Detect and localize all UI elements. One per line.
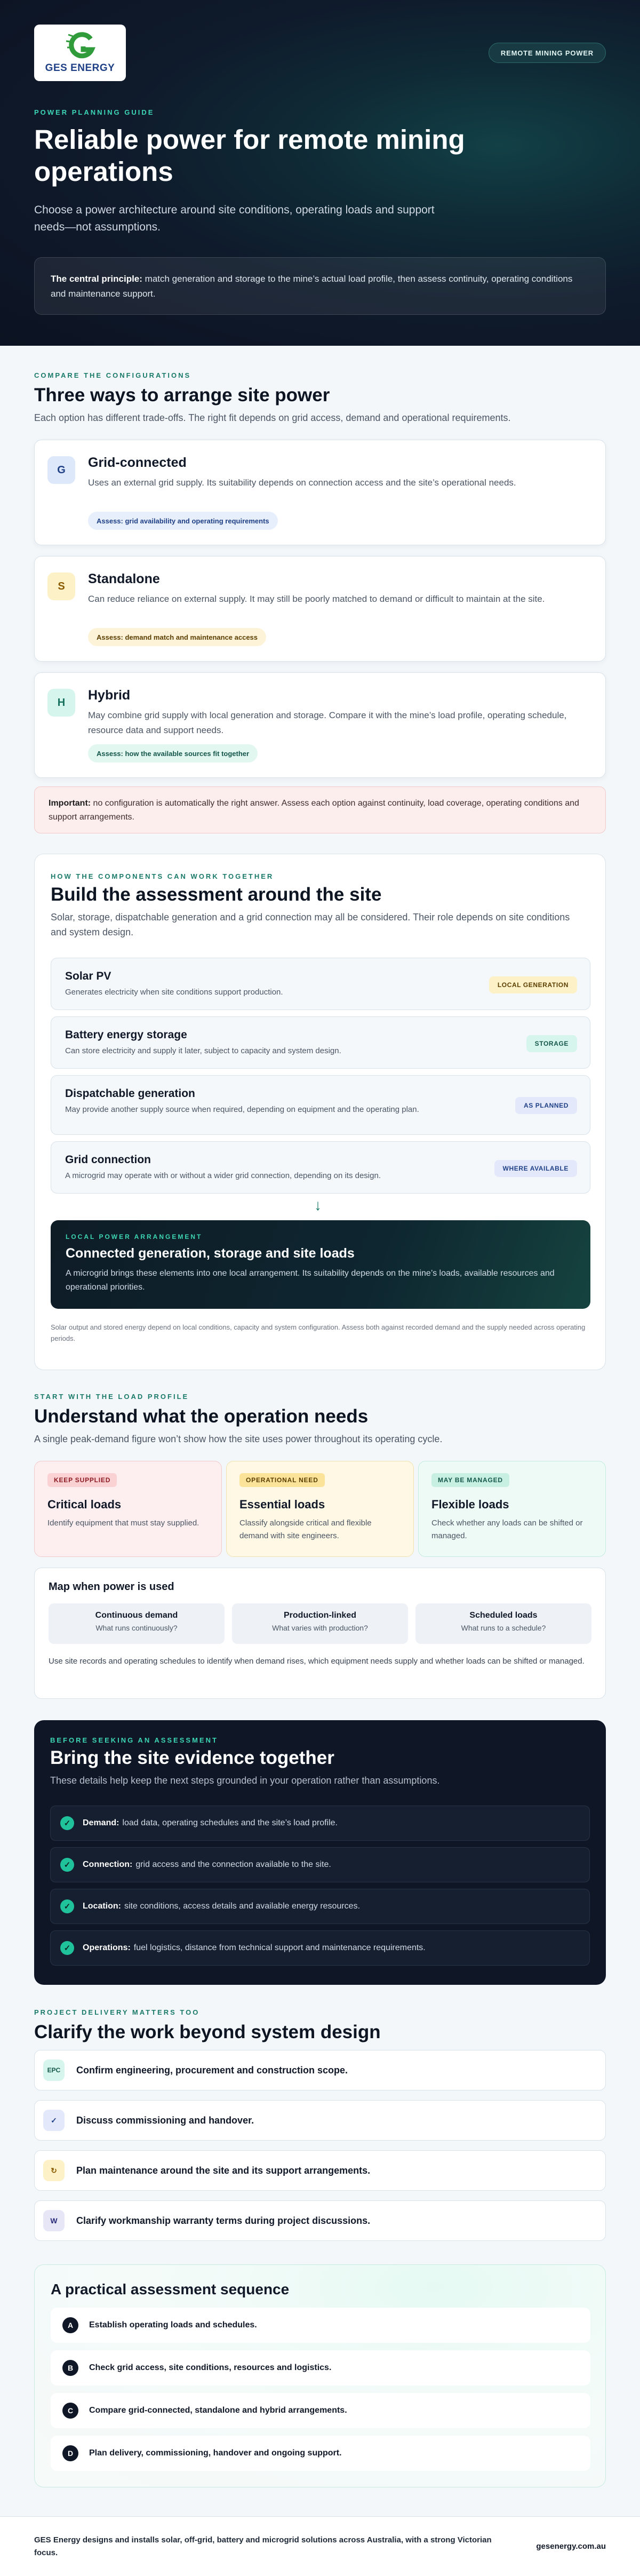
check-icon: ✓ (60, 1899, 74, 1913)
component-text: Can store electricity and supply it later, subject to capacity and system design. (65, 1046, 341, 1055)
need-text: Identify equipment that must stay supplied. (47, 1518, 199, 1528)
logo-text: GES ENERGY (45, 62, 115, 74)
config-icon-grid: G (47, 456, 75, 484)
needs-section (34, 1393, 606, 1681)
evidence-item-location (50, 1889, 590, 1924)
components-title: Build the assessment around the site (51, 884, 382, 905)
map-text: Use site records and operating schedules to identify when demand rises, which equipment needs supply and whether loads can be shifted or managed. (49, 1657, 585, 1666)
footer (0, 2516, 640, 2576)
step-text: Plan delivery, commissioning, handover and ongoing support. (89, 2448, 342, 2458)
configs-eyebrow: COMPARE THE CONFIGURATIONS (34, 371, 191, 379)
map-col-continuous (49, 1603, 225, 1644)
configs-section (34, 371, 606, 841)
needs-cards (34, 1461, 606, 1557)
component-dispatchable (51, 1075, 590, 1135)
evidence-label: Connection: (83, 1860, 133, 1869)
config-text: May combine grid supply with local generation and storage. Compare it with the mine’s load profile, operating schedule, resource data and support needs. (88, 710, 567, 735)
step-text: Check grid access, site conditions, resources and logistics. (89, 2363, 332, 2372)
hero-badge: REMOTE MINING POWER (489, 43, 606, 63)
epc-icon: EPC (43, 2060, 65, 2081)
need-badge: OPERATIONAL NEED (239, 1473, 325, 1487)
map-col-question: What varies with production? (272, 1624, 368, 1632)
check-icon: ✓ (60, 1816, 74, 1830)
assessment-sequence (34, 2264, 606, 2487)
evidence-text: fuel logistics, distance from technical support and maintenance requirements. (133, 1943, 426, 1952)
local-text: A microgrid brings these elements into one local arrangement. Its suitability depends on the mine’s loads, available resources and operational priorities. (66, 1269, 555, 1292)
component-title: Solar PV (65, 970, 111, 982)
sequence-title: A practical assessment sequence (51, 2281, 290, 2297)
config-chip: Assess: grid availability and operating requirements (88, 512, 278, 530)
delivery-title: Clarify the work beyond system design (34, 2022, 381, 2042)
configs-lead: Each option has different trade-offs. The right fit depends on grid access, demand and operational requirements. (34, 412, 511, 423)
power-use-map (34, 1568, 606, 1699)
local-eyebrow: LOCAL POWER ARRANGEMENT (66, 1233, 203, 1241)
evidence-title: Bring the site evidence together (50, 1747, 334, 1768)
evidence-text: site conditions, access details and available energy resources. (124, 1902, 361, 1911)
need-badge: KEEP SUPPLIED (47, 1473, 117, 1487)
check-icon: ✓ (60, 1858, 74, 1872)
evidence-item-connection (50, 1847, 590, 1882)
evidence-text: grid access and the connection available to the site. (135, 1860, 331, 1869)
component-solar (51, 958, 590, 1010)
check-icon: ✓ (43, 2110, 65, 2131)
component-grid (51, 1141, 590, 1194)
component-tag: AS PLANNED (515, 1097, 577, 1114)
config-card-standalone (34, 556, 606, 662)
delivery-item-warranty (34, 2200, 606, 2241)
components-panel (34, 854, 606, 1370)
config-title: Hybrid (88, 688, 131, 703)
config-icon-standalone: S (47, 573, 75, 600)
map-col-question: What runs to a schedule? (461, 1624, 546, 1632)
principle-text: match generation and storage to the mine’s actual load profile, then assess continuity, operating conditions and maintenance support. (51, 274, 573, 299)
components-lead: Solar, storage, dispatchable generation and a grid connection may all be considered. Their role depends on site conditions and system design. (51, 912, 570, 937)
delivery-section (34, 2008, 606, 2499)
config-text: Can reduce reliance on external supply. It may still be poorly matched to demand or difficult to maintain at the site. (88, 594, 545, 604)
important-label: Important: (49, 799, 91, 808)
evidence-label: Location: (83, 1902, 121, 1911)
evidence-item-operations (50, 1930, 590, 1966)
important-callout (34, 786, 606, 833)
step-text: Compare grid-connected, standalone and hybrid arrangements. (89, 2406, 347, 2415)
config-card-grid (34, 440, 606, 545)
refresh-icon: ↻ (43, 2160, 65, 2181)
arrow-down-icon: ↓ (314, 1197, 322, 1213)
need-card-critical (34, 1461, 222, 1557)
component-text: A microgrid may operate with or without a wider grid connection, depending on its design. (65, 1171, 381, 1180)
footer-text: GES Energy designs and installs solar, off-grid, battery and microgrid solutions across Australia, with a strong Victorian focus. (34, 2535, 492, 2557)
component-title: Battery energy storage (65, 1029, 187, 1041)
delivery-text: Discuss commissioning and handover. (76, 2114, 254, 2126)
need-badge: MAY BE MANAGED (431, 1473, 509, 1487)
evidence-eyebrow: BEFORE SEEKING AN ASSESSMENT (50, 1736, 218, 1744)
local-arrangement-card (51, 1220, 590, 1309)
footer-link[interactable]: gesenergy.com.au (536, 2542, 606, 2551)
config-text: Uses an external grid supply. Its suitability depends on connection access and the site’s operational needs. (88, 478, 516, 488)
step-number: B (62, 2360, 78, 2376)
step-text: Establish operating loads and schedules. (89, 2320, 257, 2329)
config-icon-hybrid: H (47, 689, 75, 717)
component-title: Grid connection (65, 1154, 151, 1166)
map-col-title: Production-linked (284, 1611, 356, 1620)
step-number: A (62, 2317, 78, 2333)
page-title: Reliable power for remote mining operations (34, 124, 465, 187)
important-text: no configuration is automatically the right answer. Assess each option against continuity, load coverage, operating conditions and support arrangements. (49, 799, 579, 822)
evidence-lead: These details help keep the next steps grounded in your operation rather than assumptions. (50, 1775, 440, 1786)
local-title: Connected generation, storage and site loads (66, 1246, 355, 1261)
evidence-label: Operations: (83, 1943, 131, 1952)
component-tag: WHERE AVAILABLE (494, 1160, 577, 1177)
map-title: Map when power is used (49, 1581, 174, 1593)
needs-eyebrow: START WITH THE LOAD PROFILE (34, 1393, 189, 1401)
sequence-step-a (51, 2308, 590, 2343)
delivery-text: Confirm engineering, procurement and construction scope. (76, 2064, 348, 2076)
configs-title: Three ways to arrange site power (34, 385, 330, 406)
map-col-title: Scheduled loads (469, 1611, 538, 1620)
map-col-production (232, 1603, 408, 1644)
delivery-text: Clarify workmanship warranty terms during project discussions. (76, 2215, 371, 2226)
hero-eyebrow: POWER PLANNING GUIDE (34, 108, 155, 116)
component-text: Generates electricity when site conditions support production. (65, 988, 283, 997)
need-title: Critical loads (47, 1498, 122, 1511)
needs-title: Understand what the operation needs (34, 1406, 369, 1427)
need-card-essential (226, 1461, 414, 1557)
delivery-item-epc (34, 2050, 606, 2090)
hero-intro: Choose a power architecture around site conditions, operating loads and support needs—not assumptions. (34, 204, 435, 233)
delivery-text: Plan maintenance around the site and its support arrangements. (76, 2165, 371, 2176)
delivery-item-commissioning (34, 2100, 606, 2141)
evidence-panel (34, 1720, 606, 1985)
config-chip: Assess: how the available sources fit together (88, 744, 258, 762)
need-card-flexible (418, 1461, 606, 1557)
delivery-item-maintenance (34, 2150, 606, 2191)
step-number: C (62, 2403, 78, 2419)
evidence-item-demand (50, 1806, 590, 1841)
component-title: Dispatchable generation (65, 1087, 195, 1100)
component-battery (51, 1016, 590, 1069)
need-text: Check whether any loads can be shifted or managed. (431, 1518, 583, 1540)
config-card-hybrid (34, 672, 606, 778)
components-footnote: Solar output and stored energy depend on local conditions, capacity and system configuration. Assess both against recorded demand and the supply needed across operating periods. (51, 1323, 586, 1342)
sequence-step-c (51, 2393, 590, 2428)
check-icon: ✓ (60, 1941, 74, 1955)
map-col-question: What runs continuously? (95, 1624, 178, 1632)
component-text: May provide another supply source when required, depending on equipment and the operating plan. (65, 1105, 419, 1114)
component-tag: STORAGE (526, 1035, 577, 1052)
evidence-text: load data, operating schedules and the site’s load profile. (122, 1818, 338, 1827)
config-title: Grid-connected (88, 455, 187, 470)
components-eyebrow: HOW THE COMPONENTS CAN WORK TOGETHER (51, 872, 274, 880)
need-title: Flexible loads (431, 1498, 509, 1511)
map-col-scheduled (415, 1603, 591, 1644)
step-number: D (62, 2445, 78, 2461)
need-text: Classify alongside critical and flexible demand with site engineers. (239, 1518, 372, 1540)
warranty-icon: W (43, 2210, 65, 2231)
map-col-title: Continuous demand (95, 1611, 178, 1620)
needs-lead: A single peak-demand figure won’t show how the site uses power throughout its operating cycle. (34, 1434, 443, 1444)
config-chip: Assess: demand match and maintenance access (88, 628, 266, 646)
hero (0, 0, 640, 346)
sequence-step-d (51, 2436, 590, 2471)
sequence-step-b (51, 2350, 590, 2386)
logo-mark-icon (63, 31, 97, 61)
config-title: Standalone (88, 571, 160, 586)
need-title: Essential loads (239, 1498, 325, 1511)
brand-logo[interactable] (34, 25, 126, 81)
principle-label: The central principle: (51, 274, 142, 284)
evidence-label: Demand: (83, 1818, 119, 1827)
principle-callout (34, 257, 606, 315)
delivery-eyebrow: PROJECT DELIVERY MATTERS TOO (34, 2008, 200, 2016)
component-tag: LOCAL GENERATION (489, 976, 577, 993)
